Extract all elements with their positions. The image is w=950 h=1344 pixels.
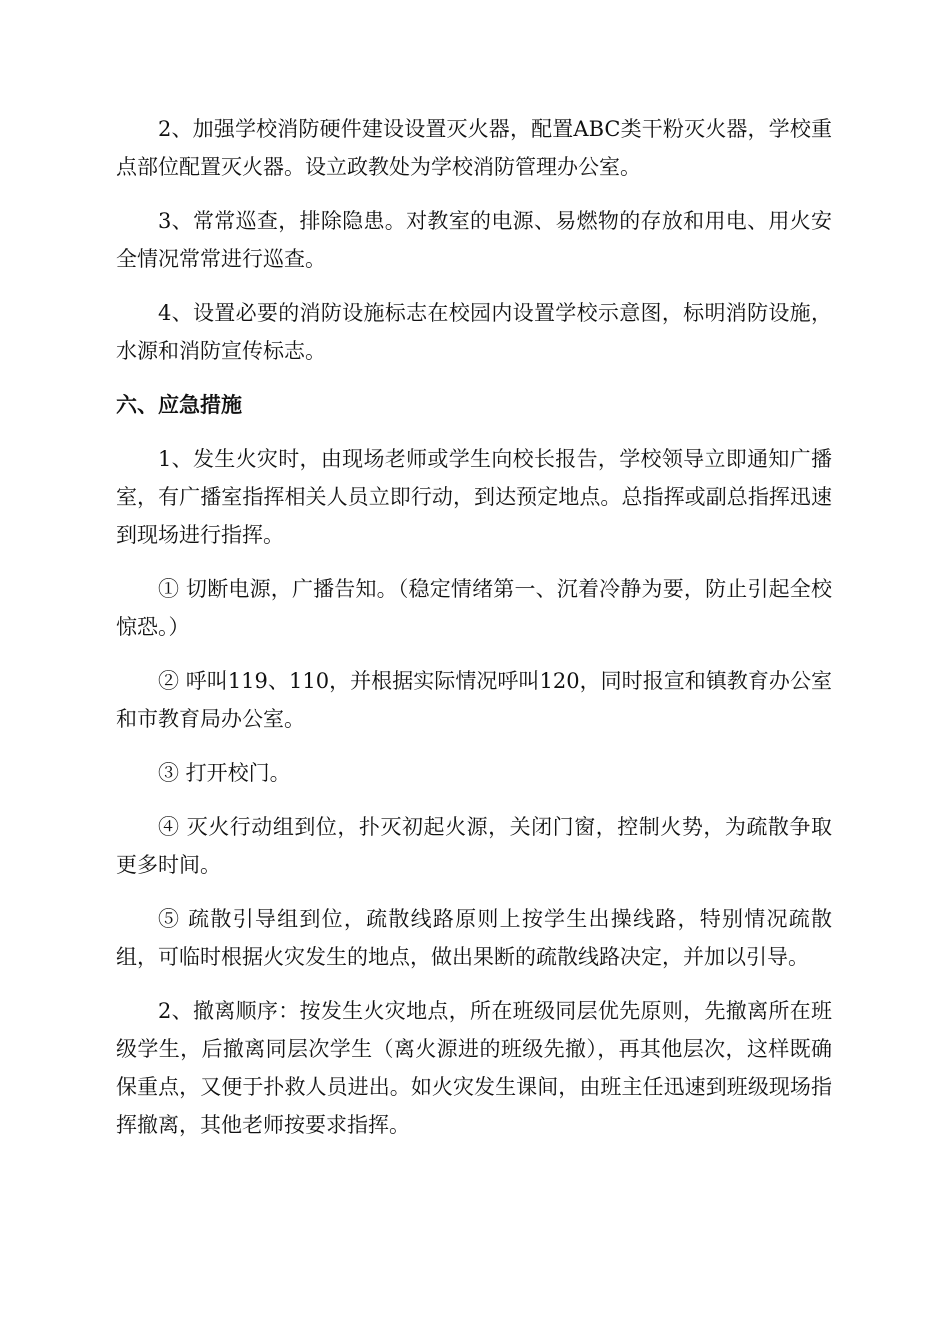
- paragraph-step-evacuation-guide: ⑤ 疏散引导组到位，疏散线路原则上按学生出操线路，特别情况疏散组，可临时根据火灾发生的地点，做出果断的疏散线路决定，并加以引导。: [116, 907, 832, 969]
- paragraph-fire-equipment: 2、加强学校消防硬件建设设置灭火器，配置ABC类干粉灭火器，学校重点部位配置灭火器。设立政教处为学校消防管理办公室。: [116, 117, 832, 179]
- paragraph-evacuation-order: 2、撤离顺序：按发生火灾地点，所在班级同层优先原则，先撤离所在班级学生，后撤离同层次学生（离火源进的班级先撤），再其他层次，这样既确保重点，又便于扑救人员进出。如火灾发生课间，由班主任迅速到班级现场指挥撤离，其他老师按要求指挥。: [116, 999, 832, 1137]
- paragraph-step-open-gate: ③ 打开校门。: [158, 761, 291, 785]
- paragraph-step-firefighting: ④ 灭火行动组到位，扑灭初起火源，关闭门窗，控制火势，为疏散争取更多时间。: [116, 815, 832, 877]
- document-page: [116, 110, 832, 1160]
- paragraph-fire-report: 1、发生火灾时，由现场老师或学生向校长报告，学校领导立即通知广播室，有广播室指挥相关人员立即行动，到达预定地点。总指挥或副总指挥迅速到现场进行指挥。: [116, 447, 832, 547]
- paragraph-inspection: 3、常常巡查，排除隐患。对教室的电源、易燃物的存放和用电、用火安全情况常常进行巡查。: [116, 209, 832, 271]
- paragraph-step-cut-power: ① 切断电源，广播告知。（稳定情绪第一、沉着冷静为要，防止引起全校惊恐。）: [116, 577, 832, 639]
- paragraph-step-call-emergency: ② 呼叫119、110，并根据实际情况呼叫120，同时报宣和镇教育办公室和市教育局办公室。: [116, 669, 832, 731]
- paragraph-signage: 4、设置必要的消防设施标志在校园内设置学校示意图，标明消防设施，水源和消防宣传标志。: [116, 301, 832, 363]
- section-heading-emergency-measures: 六、应急措施: [116, 393, 242, 417]
